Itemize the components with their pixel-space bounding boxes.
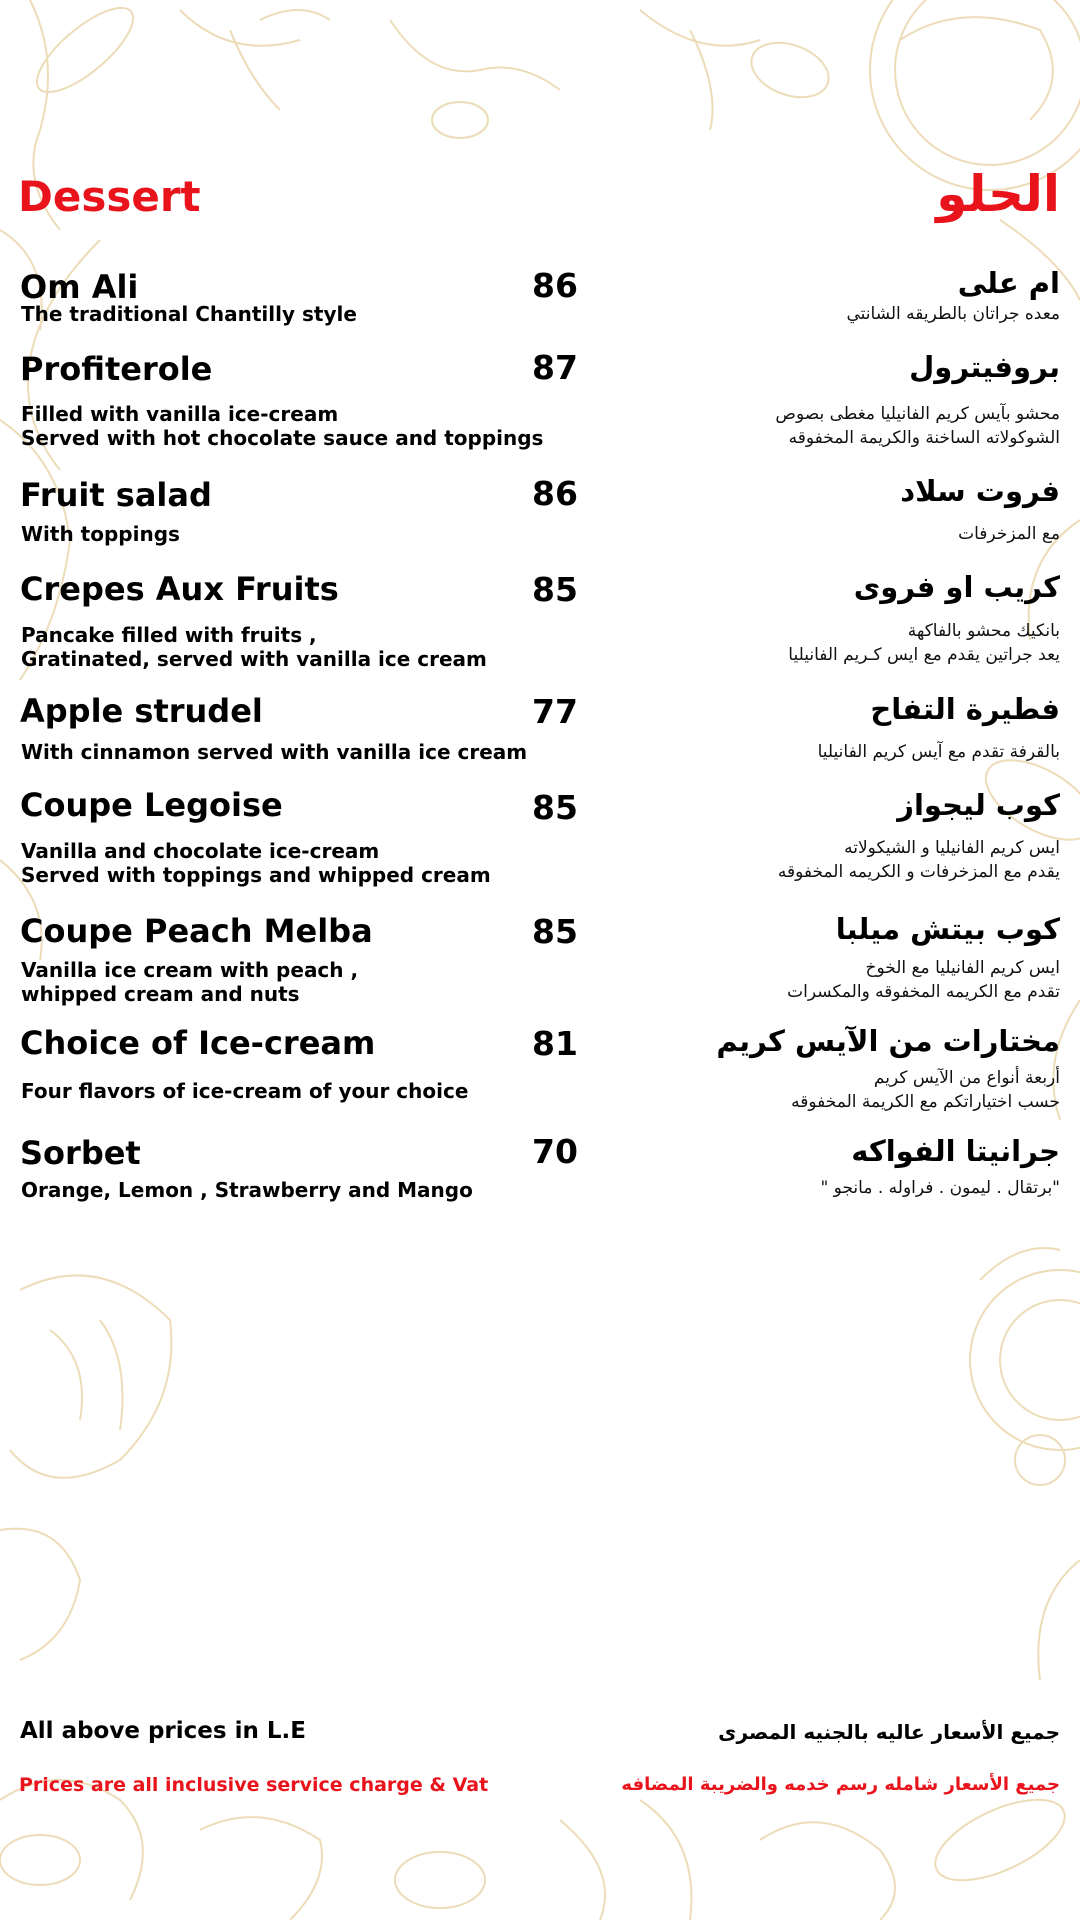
menu-item-name: Coupe Legoise: [20, 786, 283, 824]
menu-item-name: Apple strudel: [20, 692, 263, 730]
menu-item-name: Sorbet: [20, 1134, 141, 1172]
menu-item-description: Orange, Lemon , Strawberry and Mango: [21, 1178, 473, 1202]
menu-item-description: Vanilla ice cream with peach , whipped cream and nuts: [21, 958, 359, 1006]
menu-item-price: 86: [532, 266, 578, 305]
menu-item-name-ar: مختارات من الآيس كريم: [716, 1024, 1060, 1058]
menu-item-name: Profiterole: [20, 350, 213, 388]
menu-item-name: Om Ali: [20, 268, 139, 306]
menu-item-description: With toppings: [21, 522, 180, 546]
menu-item-name-ar: جرانيتا الفواكه: [851, 1134, 1060, 1168]
page-title-ar: الحلو: [936, 165, 1060, 223]
menu-item-name: Crepes Aux Fruits: [20, 570, 339, 608]
menu-item-name-ar: فروت سلاد: [900, 474, 1060, 508]
menu-item-name-ar: كريب او فروى: [853, 570, 1060, 604]
menu-item-name-ar: كوب ليجواز: [897, 788, 1060, 822]
menu-item-description-ar: معده جراتان بالطريقه الشانتي: [846, 304, 1060, 324]
prices-currency-note-en: All above prices in L.E: [20, 1718, 306, 1744]
menu-item-description-ar: ايس كريم الفانيليا مع الخوخ تقدم مع الكريمه المخفوقه والمكسرات: [787, 958, 1060, 1002]
menu-item-price: 70: [532, 1132, 578, 1171]
menu-item-price: 85: [532, 912, 578, 951]
menu-item-price: 81: [532, 1024, 578, 1063]
service-charge-note-ar: جميع الأسعار شامله رسم خدمه والضريبة المضافه: [621, 1774, 1060, 1795]
menu-item-description-ar: مع المزخرفات: [958, 524, 1060, 544]
menu-item-price: 77: [532, 692, 578, 731]
menu-item-description-ar: بالقرفة تقدم مع آيس كريم الفانيليا: [817, 742, 1060, 762]
menu-item-description-ar: أربعة أنواع من الآيس كريم حسب اختياراتكم مع الكريمة المخفوقه: [791, 1068, 1060, 1112]
menu-item-name-ar: بروفيترول: [909, 350, 1060, 384]
menu-item-price: 86: [532, 474, 578, 513]
menu-item-name-ar: كوب بيتش ميلبا: [835, 912, 1060, 946]
menu-item-price: 87: [532, 348, 578, 387]
service-charge-note-en: Prices are all inclusive service charge & Vat: [19, 1774, 489, 1796]
menu-item-description-ar: بانكيك محشو بالفاكهة يعد جراتين يقدم مع ايس كـريم الفانيليا: [788, 621, 1060, 665]
menu-item-price: 85: [532, 570, 578, 609]
menu-item-name: Fruit salad: [20, 476, 212, 514]
menu-item-description: Vanilla and chocolate ice-cream Served with toppings and whipped cream: [21, 839, 491, 887]
menu-item-name-ar: ام على: [957, 266, 1060, 300]
menu-item-name: Choice of Ice-cream: [20, 1024, 376, 1062]
menu-item-description-ar: "برتقال . ليمون . فراوله . مانجو ": [820, 1178, 1060, 1198]
menu-item-description: Pancake filled with fruits , Gratinated, served with vanilla ice cream: [21, 623, 487, 671]
menu-item-description: Four flavors of ice-cream of your choice: [21, 1079, 469, 1103]
page-title-en: Dessert: [18, 172, 201, 221]
menu-item-price: 85: [532, 788, 578, 827]
menu-item-description: The traditional Chantilly style: [21, 302, 357, 326]
menu-item-name-ar: فطيرة التفاح: [870, 692, 1060, 726]
prices-currency-note-ar: جميع الأسعار عاليه بالجنيه المصرى: [718, 1720, 1060, 1744]
menu-item-description: With cinnamon served with vanilla ice cream: [21, 740, 528, 764]
menu-item-description: Filled with vanilla ice-cream Served with hot chocolate sauce and toppings: [21, 402, 544, 450]
menu-item-description-ar: محشو بآيس كريم الفانيليا مغطى بصوص الشوكولاته الساخنة والكريمة المخفوقه: [775, 404, 1060, 448]
menu-item-description-ar: ايس كريم الفانيليا و الشيكولاته يقدم مع المزخرفات و الكريمه المخفوقه: [777, 838, 1060, 882]
menu-item-name: Coupe Peach Melba: [20, 912, 373, 950]
